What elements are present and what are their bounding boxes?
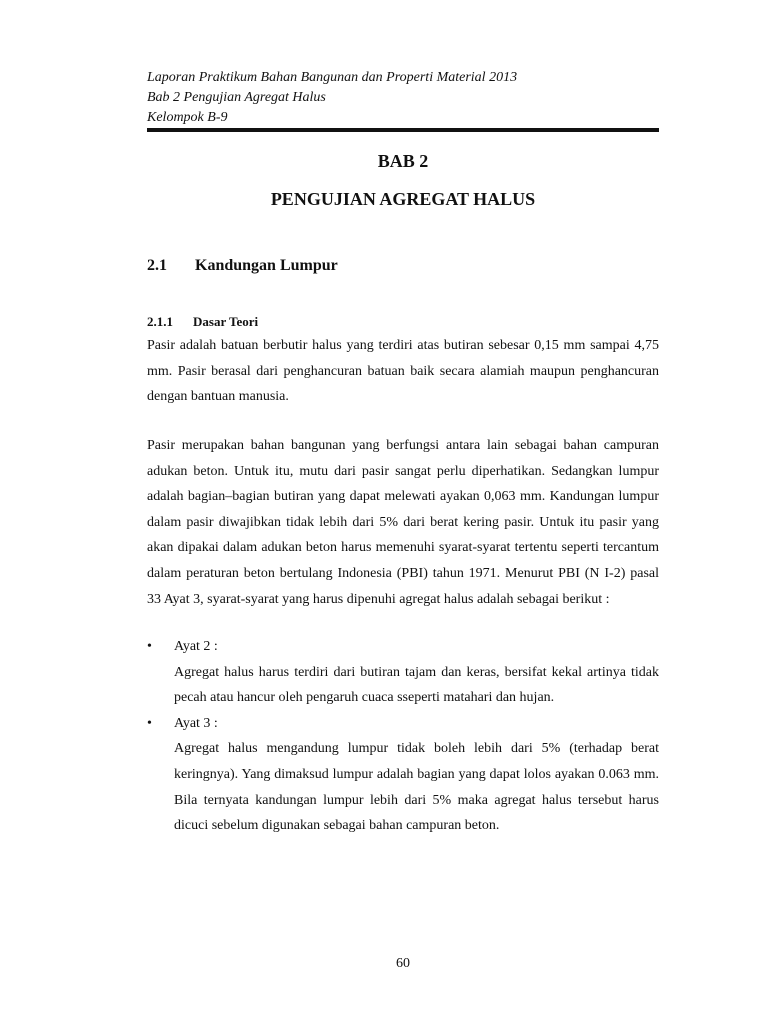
subsection-heading — [147, 313, 659, 331]
list-item-heading: Ayat 2 : — [174, 639, 218, 654]
paragraph: Pasir adalah batuan berbutir halus yang terdiri atas butiran sebesar 0,15 mm sampai 4,75 mm. Pasir berasal dari penghancuran batuan baik secara alamiah maupun penghancuran dengan bantuan manusia. — [147, 338, 659, 405]
chapter-title: PENGUJIAN AGREGAT HALUS — [270, 189, 536, 209]
header-rule — [147, 128, 659, 132]
bullet-list — [147, 634, 659, 839]
paragraph: Pasir merupakan bahan bangunan yang berfungsi antara lain sebagai bahan campuran adukan beton. Untuk itu, mutu dari pasir sangat perlu diperhatikan. Sedangkan lumpur adalah bagian–bagian butiran yang dapat melewati ayakan 0,063 mm. Kandungan lumpur dalam pasir diwajibkan tidak lebih dari 5% dari berat kering pasir. Untuk itu pasir yang akan dipakai dalam adukan beton harus memenuhi syarat-syarat tertentu seperti tercantum dalam peraturan beton bertulang Indonesia (PBI) tahun 1971. Menurut PBI (N I-2) pasal 33 Ayat 3, syarat-syarat yang harus dipenuhi agregat halus adalah sebagai berikut : — [147, 438, 659, 607]
subsection-number: 2.1.1 — [147, 314, 173, 329]
bullet-icon: • — [147, 715, 152, 731]
section-heading — [147, 255, 659, 277]
list-item-heading: Ayat 3 : — [174, 715, 218, 731]
chapter-number: BAB 2 — [377, 151, 429, 171]
subsection-title: Dasar Teori — [193, 314, 259, 329]
header-chapter: Bab 2 Pengujian Agregat Halus — [147, 90, 326, 105]
list-item — [147, 634, 659, 711]
header-report-title: Laporan Praktikum Bahan Bangunan dan Properti Material 2013 — [147, 70, 518, 85]
header-group: Kelompok B-9 — [147, 110, 228, 125]
list-item-text: Agregat halus mengandung lumpur tidak boleh lebih dari 5% (terhadap berat keringnya). Yang dimaksud lumpur adalah bagian yang dapat lolos ayakan 0.063 mm. Bila ternyata kandungan lumpur lebih dari 5% maka agregat halus tersebut harus dicuci sebelum digunakan sebagai bahan campuran beton. — [174, 741, 659, 834]
list-item — [147, 711, 659, 839]
section-number: 2.1 — [147, 257, 167, 274]
section-title: Kandungan Lumpur — [195, 257, 338, 274]
page-number: 60 — [396, 956, 410, 971]
running-header — [147, 68, 659, 128]
list-item-text: Agregat halus harus terdiri dari butiran tajam dan keras, bersifat kekal artinya tidak pecah atau hancur oleh pengaruh cuaca sseperti matahari dan hujan. — [174, 664, 659, 706]
bullet-icon: • — [147, 639, 152, 654]
